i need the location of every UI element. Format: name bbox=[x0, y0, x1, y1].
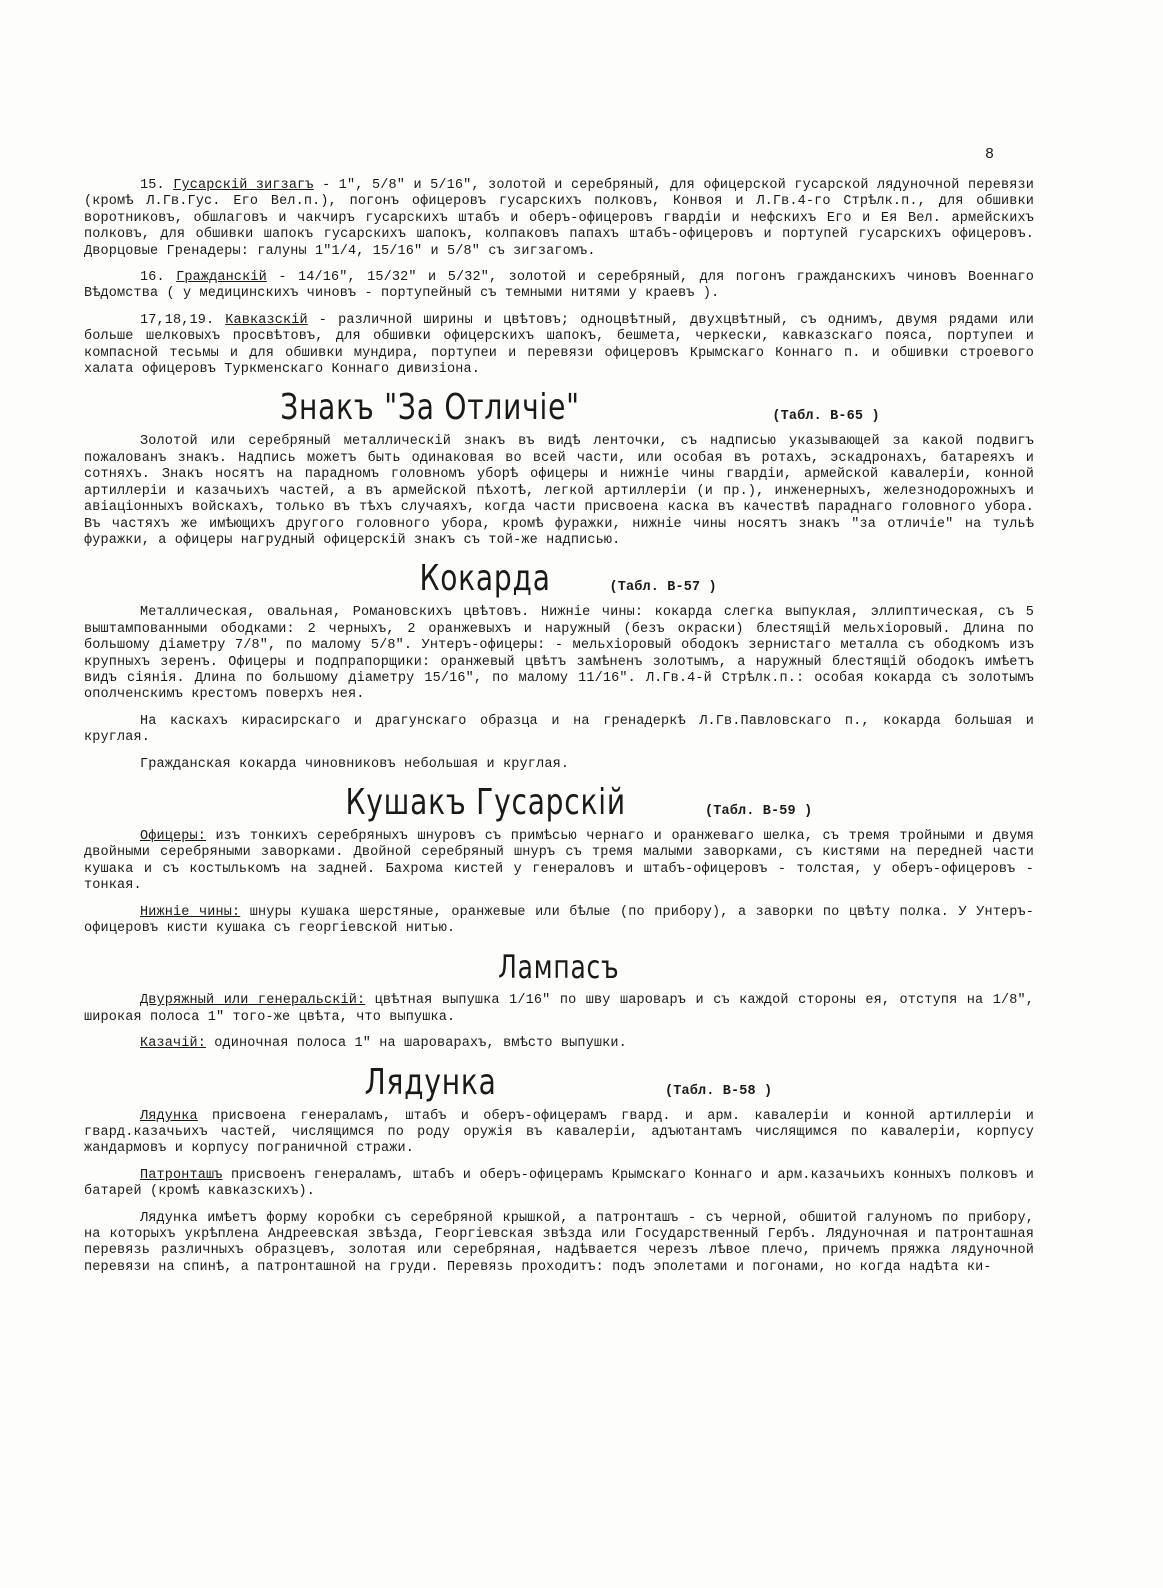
paragraph: Нижніе чины: шнуры кушака шерстяные, оранжевые или бѣлые (по прибору), а заворки по цвѣту полка. У Унтеръ-офицеровъ кисти кушака съ георгіевской нитью. bbox=[84, 904, 1034, 936]
section-heading-row bbox=[84, 1063, 1034, 1103]
term: Нижніе чины: bbox=[140, 904, 241, 920]
paragraph: Золотой или серебряный металлическій знакъ въ видѣ ленточки, съ надписью указывающей за какой подвигъ пожалованъ знакъ. Надпись можетъ быть одинаковая во всей части, или особая въ ротахъ, эскадронахъ, батареяхъ и сотняхъ. Знакъ носятъ на парадномъ головномъ уборѣ офицеры и нижніе чины гвардіи, армейской кавалеріи, конной артиллеріи и казачьихъ частей, а въ армейской пѣхотѣ, легкой артиллеріи (и пр.), инженерныхъ, железнодорожныхъ и авіаціонныхъ войскахъ, только въ тѣхъ случаяхъ, когда части присвоена каска въ качествѣ параднаго головного убора. Въ частяхъ же имѣющихъ другого головного убора, кромѣ фуражки, нижніе чины носятъ знакъ "за отличіе" на тульѣ фуражки, а офицеры нагрудный офицерскій знакъ съ той-же надписью. bbox=[84, 434, 1034, 548]
term: Двуряжный или генеральскій: bbox=[140, 993, 366, 1009]
term: Кавказскій bbox=[225, 312, 308, 328]
term: Офицеры: bbox=[140, 828, 207, 844]
paragraph: Гражданская кокарда чиновниковъ небольшая и круглая. bbox=[140, 756, 570, 772]
document-body bbox=[84, 178, 1034, 1286]
table-reference: (Табл. В-57 ) bbox=[609, 580, 717, 596]
paragraph: 16. Гражданскій - 14/16", 15/32" и 5/32", золотой и серебряный, для погонъ гражданскихъ чиновъ Военнаго Вѣдомства ( у медицинскихъ чиновъ - портупейный съ темными нитями у краевъ ). bbox=[84, 270, 1034, 302]
page-number: 8 bbox=[985, 146, 995, 163]
section-heading: Знакъ "За Отличіе" bbox=[280, 387, 581, 429]
section-heading-row bbox=[84, 559, 1034, 599]
paragraph: Двуряжный или генеральскій: цвѣтная выпушка 1/16" по шву шароваръ и съ каждой стороны ея, отступя на 1/8", широкая полоса 1" того-же цвѣта, что выпушка. bbox=[84, 993, 1034, 1025]
section-heading-row bbox=[84, 947, 1034, 987]
paragraph: Офицеры: изъ тонкихъ серебряныхъ шнуровъ съ примѣсью чернаго и оранжеваго шелка, съ тремя тройными и двумя двойными серебряными заворками. Двойной серебряный шнуръ съ тремя малыми заворками, съ кистями на передней части кушака и съ костылькомъ на задней. Бахрома кистей у генераловъ и штабъ-офицеровъ - толстая, у оберъ-офицеровъ - тонкая. bbox=[84, 828, 1034, 894]
paragraph: Металлическая, овальная, Романовскихъ цвѣтовъ. Нижніе чины: кокарда слегка выпуклая, эллиптическая, съ 5 выштампованными ободками: 2 черныхъ, 2 оранжевыхъ и наружный (безъ окраски) блестящій мельхіоровый. Длина по большому діаметру 7/8", по малому 5/8". Унтеръ-офицеры: - мельхіоровый ободокъ зернистаго металла съ ободкомъ изъ крупныхъ зеренъ. Офицеры и подпрапорщики: оранжевый цвѣтъ замѣненъ золотымъ, а наружный блестящій ободокъ имѣетъ видъ сіянія. Длина по большому діаметру 15/16", по малому 11/16". Л.Гв.4-й Стрѣлк.п.: особая кокарда съ золотымъ ополченскимъ крестомъ поверхъ нея. bbox=[84, 605, 1034, 703]
term: Патронташъ bbox=[140, 1167, 223, 1183]
paragraph: Лядунка имѣетъ форму коробки съ серебряной крышкой, а патронташъ - съ черной, обшитой галуномъ по прибору, на которыхъ укрѣплена Андреевская звѣзда, Георгіевская звѣзда или Государственный Гербъ. Лядуночная и патронташная перевязь различныхъ образцевъ, золотая или серебряная, надѣвается черезъ лѣвое плечо, причемъ пряжка лядуночной перевязи на спинѣ, а патронташной на груди. Перевязь проходитъ: подъ эполетами и погонами, но когда надѣта ки- bbox=[84, 1210, 1034, 1275]
paragraph: На каскахъ кирасирскаго и драгунскаго образца и на гренадеркѣ Л.Гв.Павловскаго п., кокарда большая и круглая. bbox=[84, 713, 1034, 746]
section-heading: Лампасъ bbox=[498, 948, 620, 987]
paragraph: Казачій: одиночная полоса 1" на шароварахъ, вмѣсто выпушки. bbox=[140, 1036, 627, 1052]
paragraph: 17,18,19. Кавказскій - различной ширины и цвѣтовъ; одноцвѣтный, двухцвѣтный, съ однимъ, двумя рядами или больше шелковыхъ просвѣтовъ, для обшивки офицерскихъ шапокъ, бешмета, черкески, кавказскаго пояса, портупеи и компасной тесьмы и для обшивки мундира, портупеи и перевязи офицеровъ Крымскаго Коннаго п. и обшивки строевого халата офицеровъ Туркменскаго Коннаго дивизіона. bbox=[84, 312, 1034, 378]
term: Гражданскій bbox=[176, 270, 267, 286]
section-heading: Кушакъ Гусарскій bbox=[345, 781, 626, 823]
section-heading-row bbox=[84, 388, 1034, 428]
paragraph: 15. Гусарскій зигзагъ - 1", 5/8" и 5/16", золотой и серебряный, для офицерской гусарской лядуночной перевязи (кромѣ Л.Гв.Гус. Его Вел.п.), погонъ офицеровъ гусарскихъ полковъ, Конвоя и Л.Гв.4-го Стрѣлк.п., для обшивки воротниковъ, обшлаговъ и чакчиръ гусарскихъ штабъ и оберъ-офицеровъ гвардіи и нефскихъ Его и Ея Вел. армейскихъ полковъ, для обшивки шапокъ гусарскихъ шапокъ, колпаковъ папахъ штабъ-офицеровъ и портупей гусарскихъ офицеровъ. Дворцовые Гренадеры: галуны 1"1/4, 15/16" и 5/8" съ зигзагомъ. bbox=[84, 178, 1034, 259]
paragraph: Лядунка присвоена генераламъ, штабъ и оберъ-офицерамъ гвард. и арм. кавалеріи и конной артиллеріи и гвард.казачьихъ частей, числящимся по роду оружія въ кавалеріи, адъютантамъ числящимся по кавалеріи, корпусу жандармовъ и корпусу пограничной стражи. bbox=[84, 1108, 1034, 1157]
table-reference: (Табл. В-59 ) bbox=[705, 803, 813, 819]
term: Казачій: bbox=[140, 1036, 207, 1052]
paragraph: Патронташъ присвоенъ генераламъ, штабъ и оберъ-офицерамъ Крымскаго Коннаго и арм.казачьихъ конныхъ полковъ и батарей (кромѣ кавказскихъ). bbox=[84, 1167, 1034, 1200]
table-reference: (Табл. В-65 ) bbox=[772, 409, 880, 425]
term: Гусарскій зигзагъ bbox=[173, 178, 314, 193]
section-heading-row bbox=[84, 783, 1034, 823]
section-heading: Кокарда bbox=[419, 558, 551, 600]
section-heading: Лядунка bbox=[364, 1061, 497, 1103]
term: Лядунка bbox=[140, 1108, 198, 1124]
table-reference: (Табл. В-58 ) bbox=[664, 1083, 773, 1099]
